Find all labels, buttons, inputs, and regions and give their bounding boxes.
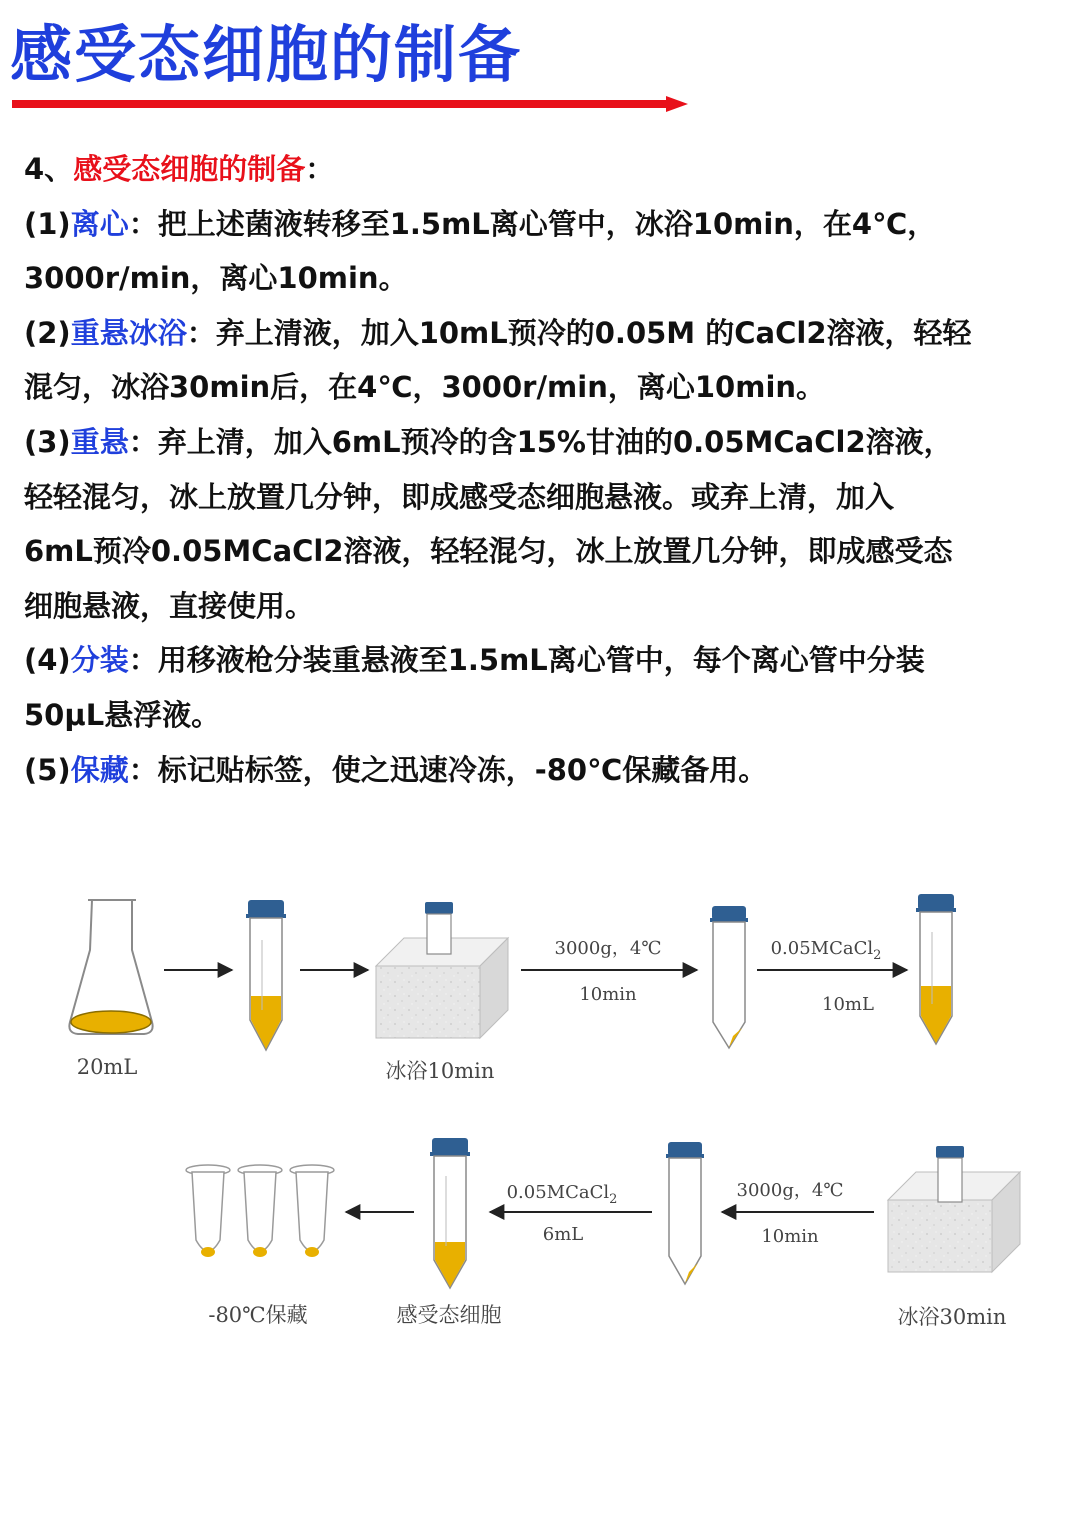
microtube-icon (290, 1165, 334, 1257)
storage-label: -80℃保藏 (208, 1303, 308, 1327)
protocol-text (24, 142, 1064, 797)
section-heading (24, 142, 1064, 197)
step-1-line-1 (24, 197, 1064, 252)
centrifuge-tube-icon (710, 906, 748, 1048)
step-text: ：标记贴标签，使之迅速冷冻，-80℃保藏备用。 (128, 752, 768, 787)
ice-bath-icon (888, 1146, 1020, 1272)
step-keyword: 重悬冰浴 (70, 315, 187, 350)
step-number: (1) (24, 206, 71, 241)
step-text: ：把上述菌液转移至1.5mL离心管中，冰浴10min，在4℃， (128, 206, 937, 241)
centrifuge-1-speed: 3000g，4℃ (554, 938, 662, 959)
step-text: ：弃上清液，加入10mL预冷的0.05M 的CaCl2溶液，轻轻 (186, 315, 972, 350)
step-text: ：用移液枪分装重悬液至1.5mL离心管中，每个离心管中分装 (128, 643, 925, 678)
page-title: 感受态细胞的制备 (10, 18, 523, 91)
resuspend-1-reagent: 0.05MCaCl$_2$ (770, 938, 882, 963)
centrifuge-tube-icon (666, 1142, 704, 1284)
microtube-icon (238, 1165, 282, 1257)
ice-bath-2-label: 冰浴30min (897, 1305, 1007, 1329)
flask-volume-label: 20mL (76, 1055, 138, 1079)
step-number: (2) (24, 315, 71, 350)
step-1-line-2: 3000r/min，离心10min。 (24, 261, 408, 296)
ice-bath-1-label: 冰浴10min (385, 1059, 495, 1083)
centrifuge-tube-icon (916, 894, 956, 1044)
step-text: ：弃上清，加入6mL预冷的含15%甘油的0.05MCaCl2溶液， (128, 424, 953, 459)
centrifuge-1-time: 10min (579, 984, 637, 1005)
step-3-line-1 (24, 415, 1064, 470)
step-2-line-1 (24, 306, 1064, 361)
ice-bath-icon (376, 902, 508, 1038)
step-2-line-2: 混匀，冰浴30min后，在4℃，3000r/min，离心10min。 (24, 370, 826, 405)
step-number: (5) (24, 752, 71, 787)
step-4-line-2: 50μL悬浮液。 (24, 697, 221, 732)
title-underline (12, 100, 672, 108)
title-arrowhead (666, 96, 688, 112)
resuspend-1-volume: 10mL (822, 994, 874, 1015)
centrifuge-tube-icon (430, 1138, 470, 1288)
centrifuge-tube-icon (246, 900, 286, 1050)
heading-text: 感受态细胞的制备 (73, 152, 306, 186)
step-number: (3) (24, 424, 71, 459)
centrifuge-2-speed: 3000g，4℃ (736, 1180, 844, 1201)
competent-cells-label: 感受态细胞 (396, 1303, 502, 1327)
erlenmeyer-flask-icon (69, 900, 152, 1034)
workflow-diagram (0, 880, 1080, 1360)
centrifuge-2-time: 10min (761, 1226, 819, 1247)
step-keyword: 离心 (70, 206, 129, 241)
step-keyword: 重悬 (70, 424, 129, 459)
step-3-line-4: 细胞悬液，直接使用。 (24, 588, 315, 623)
heading-colon: ： (305, 152, 335, 186)
step-4-line-1 (24, 633, 1064, 688)
microtube-icon (186, 1165, 230, 1257)
step-keyword: 分装 (70, 643, 129, 678)
step-number: (4) (24, 643, 71, 678)
heading-number: 4、 (24, 152, 74, 186)
step-keyword: 保藏 (70, 752, 129, 787)
step-5-line-1 (24, 743, 1064, 798)
resuspend-2-volume: 6mL (542, 1224, 584, 1245)
resuspend-2-reagent: 0.05MCaCl$_2$ (506, 1182, 618, 1207)
step-3-line-3: 6mL预冷0.05MCaCl2溶液，轻轻混匀，冰上放置几分钟，即成感受态 (24, 534, 953, 569)
step-3-line-2: 轻轻混匀，冰上放置几分钟，即成感受态细胞悬液。或弃上清，加入 (24, 479, 895, 514)
